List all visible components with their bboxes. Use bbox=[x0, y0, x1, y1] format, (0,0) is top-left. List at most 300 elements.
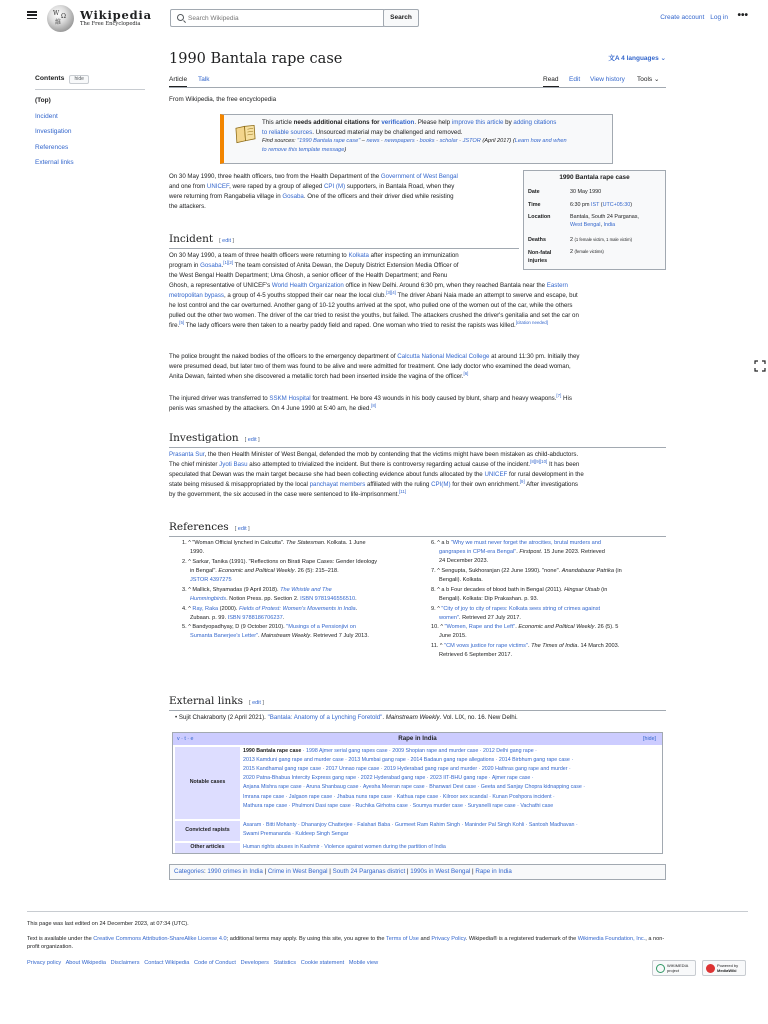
toc-item-external-links[interactable]: External links bbox=[35, 158, 74, 166]
text: The injured driver was transferred to bbox=[169, 395, 270, 402]
text: The police brought the naked bodies of the officers to the emergency department of bbox=[169, 353, 398, 360]
citation-needed-tag[interactable]: [citation needed] bbox=[515, 320, 548, 326]
unicef-link[interactable]: UNICEF bbox=[484, 471, 508, 479]
reference-item bbox=[182, 586, 422, 604]
text: . 26 (5): 215–218. bbox=[294, 567, 339, 574]
last-edited-text: This page was last edited on 24 December 2023, at 07:34 (UTC). bbox=[27, 921, 189, 927]
text: Text is available under the bbox=[27, 936, 94, 943]
ist-link[interactable]: IST bbox=[590, 202, 600, 208]
text: The driver Abani Naia made an attempt to swerve and escape, but bbox=[395, 292, 578, 300]
notice-text: – bbox=[360, 138, 367, 145]
category-link[interactable]: Rape in India bbox=[475, 868, 512, 875]
badge-text: MediaWiki bbox=[717, 968, 737, 974]
navbox-list bbox=[243, 843, 662, 852]
text: . bbox=[515, 624, 519, 631]
section-heading-external-links: External links [ edit ] bbox=[169, 694, 666, 711]
text: 24 December 2023. bbox=[439, 557, 489, 564]
infobox-time bbox=[570, 202, 665, 210]
text: penis was smashed by the attackers. On 4 June 1990 at 5:40 am, he died. bbox=[169, 405, 372, 413]
article-tabs bbox=[169, 74, 666, 88]
language-selector[interactable] bbox=[608, 54, 666, 63]
page-footer bbox=[27, 911, 748, 974]
references-list-left bbox=[182, 539, 422, 642]
cpim-link[interactable]: CPI(M) bbox=[431, 481, 451, 489]
text: also attempted to trivialized the incident. But there is controversy regarding actual cause of the incident. bbox=[247, 461, 531, 469]
author-link[interactable]: Ray, Raka bbox=[192, 605, 219, 612]
text: . bbox=[382, 714, 386, 721]
edit-section-link[interactable]: edit bbox=[222, 238, 232, 244]
categories-label-link[interactable]: Categories bbox=[174, 868, 204, 875]
text: The Statesman bbox=[286, 540, 324, 546]
toc-item-top[interactable]: (Top) bbox=[35, 97, 51, 105]
text: 6:30 pm bbox=[570, 202, 591, 208]
wikipedia-globe-logo[interactable]: W Ω 維 bbox=[47, 5, 74, 32]
article-link[interactable]: women" bbox=[439, 614, 460, 621]
reference-item bbox=[431, 567, 666, 585]
text: . bbox=[527, 643, 532, 650]
text: Economic and Political Weekly bbox=[518, 624, 595, 631]
infobox-label: Location bbox=[528, 214, 551, 220]
text: affiliated with the ruling bbox=[365, 481, 432, 489]
text: in Bengal". bbox=[190, 567, 219, 574]
adding-citations-link[interactable]: adding citations bbox=[513, 119, 557, 126]
chevron-down-icon: ⌄ bbox=[652, 76, 660, 83]
section-heading-investigation: Investigation [ edit ] bbox=[169, 431, 666, 448]
navbox-list bbox=[243, 747, 662, 811]
navbox-links[interactable]: Asaram · Bitti Mohanty · Dhananjoy Chatterjee · Falahari Baba · Gurmeet Ram Rahim Singh · Maninder Pal Singh Kohli · Santosh Madhavan · bbox=[243, 822, 578, 828]
text: His bbox=[561, 395, 572, 402]
verification-link[interactable]: verification bbox=[381, 119, 415, 126]
text: The lady officers were then taken to a nearby paddy field and raped. One woman who tried to resist the rapists was killed. bbox=[184, 322, 516, 330]
separator: · bbox=[457, 138, 463, 145]
text: program in bbox=[169, 262, 201, 270]
text: , a group of 4-5 youths stopped their car near the local club. bbox=[223, 292, 387, 300]
text: and one from bbox=[169, 183, 207, 191]
category-link[interactable]: 1990s in West Bengal bbox=[410, 868, 471, 875]
navbox-links[interactable]: 2015 Kandhamal gang rape case · 2017 Unnao rape case · 2019 Hyderabad gang rape and murder · 2020 Hathras gang rape and murder · bbox=[243, 766, 571, 773]
scholar-link[interactable]: scholar bbox=[439, 138, 458, 145]
text: It has been bbox=[547, 461, 580, 469]
navbox-row-other bbox=[175, 843, 662, 853]
text: (2000). bbox=[218, 605, 239, 612]
text: , a non- bbox=[645, 936, 665, 943]
text: Bengali). Kolkata. bbox=[439, 576, 483, 583]
text: . bbox=[258, 633, 262, 640]
footer-link[interactable]: Mobile view bbox=[348, 960, 379, 967]
expand-icon[interactable] bbox=[754, 360, 766, 372]
notice-text: This article bbox=[262, 119, 294, 126]
jyoti-basu-link[interactable]: Jyoti Basu bbox=[219, 461, 248, 469]
cc-license-link[interactable]: Creative Commons Attribution-ShareAlike License 4.0 bbox=[93, 936, 227, 943]
newspapers-link[interactable]: newspapers bbox=[384, 138, 415, 145]
site-header bbox=[0, 0, 768, 36]
text: Ghosh, a representative of UNICEF's bbox=[169, 282, 272, 290]
tab-read[interactable]: Read bbox=[543, 75, 559, 87]
text: Mainstream Weekly bbox=[261, 633, 311, 640]
text: June 2015. bbox=[439, 633, 467, 640]
footer-link[interactable]: Privacy policy bbox=[27, 960, 62, 967]
text: . 26 (5). 5 bbox=[594, 624, 619, 631]
heading-text: Incident bbox=[169, 233, 214, 245]
mediawiki-logo-icon bbox=[706, 964, 715, 973]
sskm-hospital-link[interactable]: SSKM Hospital bbox=[269, 395, 311, 402]
text: office in New Delhi. Around 6:30 pm, when they reached Bantala near the bbox=[343, 282, 547, 290]
text: and bbox=[418, 936, 432, 943]
terms-link[interactable]: Terms of Use bbox=[385, 936, 419, 943]
text: Anandabazar Patrika bbox=[561, 567, 614, 574]
book-link[interactable]: Fields of Protest: Women's Movements in India bbox=[238, 605, 356, 612]
gosaba-link[interactable]: Gosaba bbox=[200, 262, 222, 270]
navbox-hide-button[interactable]: [hide] bbox=[643, 736, 656, 742]
footer-links bbox=[27, 959, 748, 967]
kolkata-link[interactable]: Kolkata bbox=[348, 252, 369, 259]
account-links bbox=[654, 13, 728, 22]
isbn-link[interactable]: ISBN 9788186706237 bbox=[227, 614, 283, 621]
infobox-caption: 1990 Bantala rape case bbox=[559, 174, 630, 181]
text: 9. ^ bbox=[431, 605, 442, 612]
prasanta-sur-link[interactable]: Prasanta Sur bbox=[169, 451, 205, 458]
heading-text: Investigation bbox=[169, 432, 239, 444]
text: (in bbox=[599, 586, 608, 593]
navbox-links[interactable]: Swami Premananda · Kuldeep Singh Sengar bbox=[243, 831, 349, 838]
from-wikipedia-tagline: From Wikipedia, the free encyclopedia bbox=[169, 96, 277, 103]
navbox-links[interactable]: Anjana Mishra rape case · Aruna Shanbaug case · Ayesha Meeran rape case · Bhanwari Devi case · Geeta and Sanjay Chopra kidnapping case · bbox=[243, 784, 586, 791]
toc-item-incident[interactable]: Incident bbox=[35, 112, 58, 120]
category-link[interactable]: 1990 crimes in India bbox=[207, 868, 263, 875]
current-article: 1990 Bantala rape case bbox=[243, 748, 302, 754]
text: . Retrieved 7 July 2013. bbox=[310, 633, 369, 640]
text: Zubaan. p. 99. bbox=[190, 614, 228, 621]
notice-text: . Please help bbox=[414, 119, 452, 126]
remove-template-link[interactable]: to remove this template message bbox=[262, 146, 345, 153]
isbn-link[interactable]: ISBN 9781946556510 bbox=[300, 595, 356, 602]
cpim-link[interactable]: CPI (M) bbox=[323, 183, 346, 191]
citation-notice bbox=[220, 114, 613, 164]
news-link[interactable]: news bbox=[366, 138, 380, 145]
infobox-label: Deaths bbox=[528, 237, 546, 243]
text: (in bbox=[613, 567, 622, 574]
article-link[interactable]: "Women, Rape and the Left" bbox=[444, 624, 516, 631]
text: state being misused & misappropriated by the local bbox=[169, 481, 310, 489]
gosaba-link[interactable]: Gosaba bbox=[282, 193, 304, 201]
toc-title: Contents bbox=[35, 75, 65, 82]
text: . Vol. LIX, no. 16. New Delhi. bbox=[439, 714, 518, 721]
text: 10. ^ bbox=[431, 624, 445, 631]
west-bengal-link[interactable]: West Bengal bbox=[570, 221, 601, 228]
search-icon bbox=[177, 14, 184, 21]
article-link[interactable]: Sumanta Banerjee's Letter" bbox=[190, 633, 259, 640]
wikipedia-tagline: The Free Encyclopedia bbox=[80, 21, 141, 27]
text: for treatment. He bore 43 wounds in his body caused by blunt, sharp and heavy weapons. bbox=[310, 395, 557, 402]
text: On 30 May 1990, three health officers, two from the Health Department of the bbox=[169, 173, 381, 180]
tab-article[interactable]: Article bbox=[169, 75, 187, 87]
text: The team consisted of Anita Dewan, the Deputy District Extension Media Officer of bbox=[233, 262, 459, 270]
who-link[interactable]: World Health Organization bbox=[271, 282, 344, 290]
citation-ref[interactable]: [6] bbox=[463, 371, 469, 377]
separator: · bbox=[434, 138, 440, 145]
footer-link[interactable]: Contact Wikipedia bbox=[144, 960, 190, 967]
books-link[interactable]: books bbox=[419, 138, 435, 145]
languages-label: 4 languages bbox=[621, 55, 659, 62]
text: ; additional terms may apply. By using this site, you agree to the bbox=[226, 936, 386, 943]
navbox-links[interactable]: · 1998 Ajmer serial gang rapes case · 2009 Shopian rape and murder case · 2012 Delhi gang rape · bbox=[301, 748, 537, 754]
text: 1990. bbox=[190, 548, 204, 555]
text: Retrieved 6 September 2017. bbox=[439, 652, 513, 659]
footer-link[interactable]: Statistics bbox=[273, 960, 297, 967]
article-link[interactable]: "City of joy to city of rapes: Kolkata sees string of crimes against bbox=[441, 605, 601, 612]
text: 5. ^ Bandyopadhyay, D (9 October 2010). bbox=[182, 624, 287, 631]
text: (1 female victim, 1 male victim) bbox=[574, 237, 632, 242]
text: • Sujit Chakraborty (2 April 2021). bbox=[175, 714, 268, 721]
toc-divider bbox=[35, 89, 145, 90]
text: Mainstream Weekly bbox=[385, 714, 440, 721]
badge-text: WIKIMEDIA project bbox=[667, 963, 689, 973]
search-box[interactable] bbox=[170, 9, 385, 27]
navbox-rape-in-india bbox=[172, 732, 663, 854]
footer-link[interactable]: Code of Conduct bbox=[194, 960, 236, 967]
citation-ref[interactable]: [5] bbox=[179, 320, 185, 326]
citation-ref[interactable]: [3][4] bbox=[386, 290, 396, 296]
book-link[interactable]: The Whistle and The bbox=[280, 586, 332, 593]
navbox-list bbox=[243, 821, 662, 839]
text: . bbox=[355, 605, 358, 612]
badge-text: Powered by bbox=[717, 963, 739, 968]
search-input[interactable] bbox=[188, 12, 378, 24]
citation-ref[interactable]: [11] bbox=[399, 489, 407, 495]
footer-link[interactable]: Developers bbox=[240, 960, 269, 967]
tab-edit[interactable]: Edit bbox=[569, 76, 581, 83]
reference-item bbox=[431, 623, 666, 641]
text: profit organization. bbox=[27, 944, 74, 951]
create-account-link[interactable]: Create account bbox=[660, 14, 705, 21]
text: 8. ^ a b Four decades of blood bath in Bengal (2011). bbox=[431, 586, 565, 593]
edit-section-link[interactable]: edit bbox=[237, 526, 247, 532]
infobox-location bbox=[570, 214, 665, 230]
reference-item bbox=[431, 586, 666, 604]
notice-text: by bbox=[503, 119, 514, 126]
eastern-bypass-link[interactable]: metropolitan bypass bbox=[169, 292, 224, 300]
wikipedia-wordmark[interactable]: Wikipedia bbox=[80, 8, 152, 22]
text: ) bbox=[630, 202, 633, 208]
incident-paragraph-2 bbox=[169, 352, 659, 382]
citation-ref[interactable]: [8] bbox=[371, 403, 376, 409]
text: , the then Health Minister of West Bengal, defended the mob by contending that the victims might have been mistaken as child-abductors. bbox=[204, 451, 579, 458]
calcutta-medical-college-link[interactable]: Calcutta National Medical College bbox=[397, 353, 490, 360]
navbox-links[interactable]: 2020 Patna-Bhabua Intercity Express gang rape · 2022 Hyderabad gang rape · 2023 IIT-BHU gang rape · Ajmer rape case · bbox=[243, 775, 534, 782]
reference-item bbox=[182, 558, 422, 585]
edit-section-link[interactable]: edit bbox=[247, 437, 257, 443]
india-link[interactable]: India bbox=[603, 221, 616, 228]
navbox-group-label: Convicted rapists bbox=[175, 821, 240, 841]
unicef-link[interactable]: UNICEF bbox=[206, 183, 230, 191]
toc-item-investigation[interactable]: Investigation bbox=[35, 128, 72, 136]
reliable-sources-link[interactable]: to reliable sources bbox=[262, 128, 313, 136]
section-heading-references: References [ edit ] bbox=[169, 520, 666, 537]
jstor-link[interactable]: JSTOR 4397275 bbox=[190, 576, 232, 583]
text: Hingsar Utsab bbox=[564, 586, 600, 593]
text: were presumed dead, but later two of them was found to be alive and were admitted for treatment. One lady doctor who examined the dead woman, bbox=[169, 363, 571, 371]
text: 3. ^ Mallick, Shyamadas (9 April 2018). bbox=[182, 586, 281, 593]
infobox-label: Time bbox=[528, 202, 541, 208]
notice-text: needs additional citations for bbox=[293, 119, 382, 126]
text: . Wikipedia® is a registered trademark of the bbox=[465, 936, 578, 943]
incident-paragraph-3 bbox=[169, 394, 659, 414]
main-menu-icon[interactable] bbox=[27, 10, 37, 20]
categories-box: Categories: 1990 crimes in India | Crime in West Bengal | South 24 Parganas district | 1990s in West Bengal | Rape in India bbox=[169, 864, 666, 880]
text: 6. ^ a b bbox=[431, 540, 451, 546]
incident-paragraph-1 bbox=[169, 251, 659, 331]
notice-text: ) bbox=[344, 146, 347, 153]
text: . 14 March 2003. bbox=[577, 643, 620, 650]
external-article-link[interactable]: "Bantala: Anatomy of a Lynching Foretold" bbox=[267, 714, 383, 721]
govt-west-bengal-link[interactable]: Government of West Bengal bbox=[380, 173, 458, 180]
text: Anita Dewan, fainted when she discovered a metallic torch had been inserted inside the vagina of the officer. bbox=[169, 373, 464, 381]
toc-item-references[interactable]: References bbox=[35, 143, 69, 151]
powered-by-mediawiki-badge[interactable] bbox=[702, 960, 746, 976]
text: ( bbox=[599, 202, 603, 208]
investigation-paragraph bbox=[169, 450, 659, 500]
text: 4. ^ bbox=[182, 605, 193, 612]
text: . Kolkata. 1 June bbox=[323, 540, 366, 546]
improve-article-link[interactable]: improve this article bbox=[451, 119, 504, 126]
table-of-contents bbox=[35, 74, 145, 173]
category-link[interactable]: Crime in West Bengal bbox=[267, 868, 328, 875]
text: The Times of India bbox=[531, 643, 578, 650]
wikimedia-project-badge[interactable] bbox=[652, 960, 696, 976]
reference-item bbox=[431, 539, 666, 566]
search-button[interactable]: Search bbox=[383, 9, 419, 27]
citation-ref[interactable]: [7] bbox=[556, 393, 562, 398]
text: After investigations bbox=[524, 481, 578, 489]
utc-link[interactable]: UTC+05:30 bbox=[602, 202, 631, 208]
text: fire. bbox=[169, 322, 180, 330]
text: Bantala, South 24 Parganas, bbox=[570, 214, 639, 220]
heading-text: References bbox=[169, 521, 229, 533]
reference-item bbox=[431, 605, 666, 623]
footer-link[interactable]: About Wikipedia bbox=[65, 960, 106, 967]
text: 7. ^ Sengupta, Sukhoranjan (22 June 1990). "none". bbox=[431, 567, 562, 574]
edit-section-link[interactable]: edit bbox=[252, 700, 261, 706]
text: 1. ^ "Woman Official lynched in Calcutta". bbox=[182, 540, 287, 546]
text: . bbox=[355, 595, 357, 602]
reference-item bbox=[182, 605, 422, 623]
text: . bbox=[516, 548, 520, 555]
citation-ref[interactable]: [8][9][10] bbox=[530, 459, 548, 465]
navbox-links[interactable]: Imrana rape case · Jalgaon rape case · Jhabua nuns rape case · Kathua rape case · Kilroor sex scandal · Kunan Poshpora incident · bbox=[243, 793, 555, 800]
text: the attackers. bbox=[169, 203, 206, 211]
tools-menu[interactable] bbox=[637, 75, 659, 84]
book-link[interactable]: Hummingbirds bbox=[190, 595, 227, 602]
reference-item bbox=[182, 539, 422, 557]
heading-text: External links bbox=[169, 695, 243, 707]
text: injuries bbox=[528, 258, 548, 265]
text: 2. ^ Sarkar, Tanika (1991). "Reflections on Birati Rape Cases: Gender Ideology bbox=[182, 558, 378, 565]
translate-icon: 文A bbox=[608, 55, 622, 62]
article-link[interactable]: gangrapes in CPM-era Bengal" bbox=[439, 548, 517, 555]
separator: · bbox=[414, 138, 420, 145]
external-link-item bbox=[175, 713, 665, 723]
text: . bbox=[221, 262, 224, 270]
infobox-date: 30 May 1990 bbox=[570, 189, 602, 195]
text: Firstpost bbox=[519, 548, 541, 555]
navbox-links[interactable]: Mathura rape case · Phulmoni Dasi rape case · Ruchika Girhotra case · Soumya murder case · Suryanelli rape case · Vachathi case bbox=[243, 802, 554, 809]
text: . One of the officers and their driver died while resisting bbox=[303, 193, 454, 201]
navbox-links[interactable]: Human rights abuses in Kashmir · Violence against women during the partition of India bbox=[243, 844, 446, 850]
text: pulled out the other two women. The driver of the car tried to resist the youths, but failed. The attackers crushed the driver's genitalia and set the car on bbox=[169, 312, 579, 320]
article-link[interactable]: "Why we must never forget the atrocities, brutal murders and bbox=[450, 540, 602, 546]
navbox-group-label: Other articles bbox=[175, 843, 240, 853]
text: Bengali). Kolkata: Dip Prakashan. p. 93. bbox=[439, 595, 539, 602]
intro-paragraph bbox=[169, 172, 519, 212]
navbox-vte-links[interactable]: v · t · e bbox=[177, 736, 194, 742]
notice-text: . Unsourced material may be challenged and removed. bbox=[312, 128, 463, 136]
tools-label: Tools bbox=[637, 76, 653, 83]
more-options-icon[interactable]: ••• bbox=[737, 10, 748, 21]
navbox-links[interactable]: 2013 Kamduni gang rape and murder case · 2013 Mumbai gang rape · 2014 Badaun gang rape allegations · 2014 Birbhum gang rape case · bbox=[243, 757, 574, 764]
reference-item bbox=[182, 623, 422, 641]
navbox-title[interactable]: Rape in India bbox=[398, 735, 437, 742]
article-link[interactable]: "CM vows justice for rape victims" bbox=[444, 643, 528, 650]
section-heading-incident: Incident [ edit ] bbox=[169, 232, 519, 249]
panchayat-members-link[interactable]: panchayat members bbox=[309, 481, 366, 489]
infobox-deaths bbox=[570, 237, 665, 245]
text: were returning from Rangabelia village in bbox=[169, 193, 283, 201]
toc-hide-button[interactable]: hide bbox=[69, 75, 88, 84]
footer-link[interactable]: Cookie statement bbox=[300, 960, 345, 967]
page-title: 1990 Bantala rape case bbox=[169, 51, 343, 67]
wikimedia-logo-icon bbox=[656, 964, 665, 973]
text: 2 bbox=[570, 237, 573, 243]
text: the West Bengal Health Department; Uma Ghosh, a senior officer of the Health Department; and Renu bbox=[169, 272, 448, 280]
text: , bbox=[600, 221, 604, 228]
article-header bbox=[169, 48, 666, 153]
navbox-group-label: Notable cases bbox=[175, 747, 240, 819]
eastern-bypass-link[interactable]: Eastern bbox=[546, 282, 568, 290]
text: after inspecting an immunization bbox=[368, 252, 459, 259]
article-link[interactable]: "Musings of a Pensionjivi on bbox=[286, 624, 356, 631]
reference-item bbox=[431, 642, 666, 660]
citation-ref[interactable]: [1][2] bbox=[223, 260, 234, 266]
jstor-link[interactable]: JSTOR bbox=[462, 138, 481, 145]
log-in-link[interactable]: Log in bbox=[710, 14, 728, 21]
text: Economic and Political Weekly bbox=[218, 567, 295, 574]
wikimedia-foundation-link[interactable]: Wikimedia Foundation, Inc. bbox=[577, 936, 646, 943]
tab-view-history[interactable]: View history bbox=[590, 76, 625, 83]
text: The chief minister bbox=[169, 461, 220, 469]
text: , were raped by a group of alleged bbox=[229, 183, 324, 191]
footer-link[interactable]: Disclaimers bbox=[110, 960, 140, 967]
privacy-link[interactable]: Privacy Policy bbox=[431, 936, 466, 943]
text: 11. ^ bbox=[431, 643, 445, 650]
text: . Retrieved 27 July 2017. bbox=[459, 614, 521, 621]
book-icon bbox=[234, 124, 257, 144]
text: he lost control and the car overturned. Another gang of 10-12 youths arrived at the spot, who pulled one of the women out of the car, while the others bbox=[169, 302, 573, 310]
text: for rural development in the bbox=[507, 471, 584, 479]
learn-how-link[interactable]: Learn how and when bbox=[514, 138, 567, 145]
category-link[interactable]: South 24 Parganas district bbox=[332, 868, 406, 875]
find-sources-link[interactable]: "1990 Bantala rape case" bbox=[297, 138, 361, 145]
text: Non-fatal bbox=[528, 250, 552, 256]
notice-date: (April 2017) ( bbox=[480, 138, 515, 145]
citation-ref[interactable]: [9] bbox=[519, 479, 525, 485]
text: (female victims) bbox=[574, 249, 604, 254]
text: by the government, the six accused in the case were sentenced to life-imprisonment. bbox=[169, 491, 400, 499]
text: speculated that Dewan was the main target because she had been collecting evidence about funds allocated by the bbox=[169, 471, 485, 479]
tab-talk[interactable]: Talk bbox=[198, 76, 210, 83]
text: supporters, in Bantala Road, when they bbox=[345, 183, 455, 191]
text: at around 11:30 pm. Initially they bbox=[489, 353, 580, 360]
text: . Notion Press. pp. Section 2. bbox=[226, 595, 301, 602]
